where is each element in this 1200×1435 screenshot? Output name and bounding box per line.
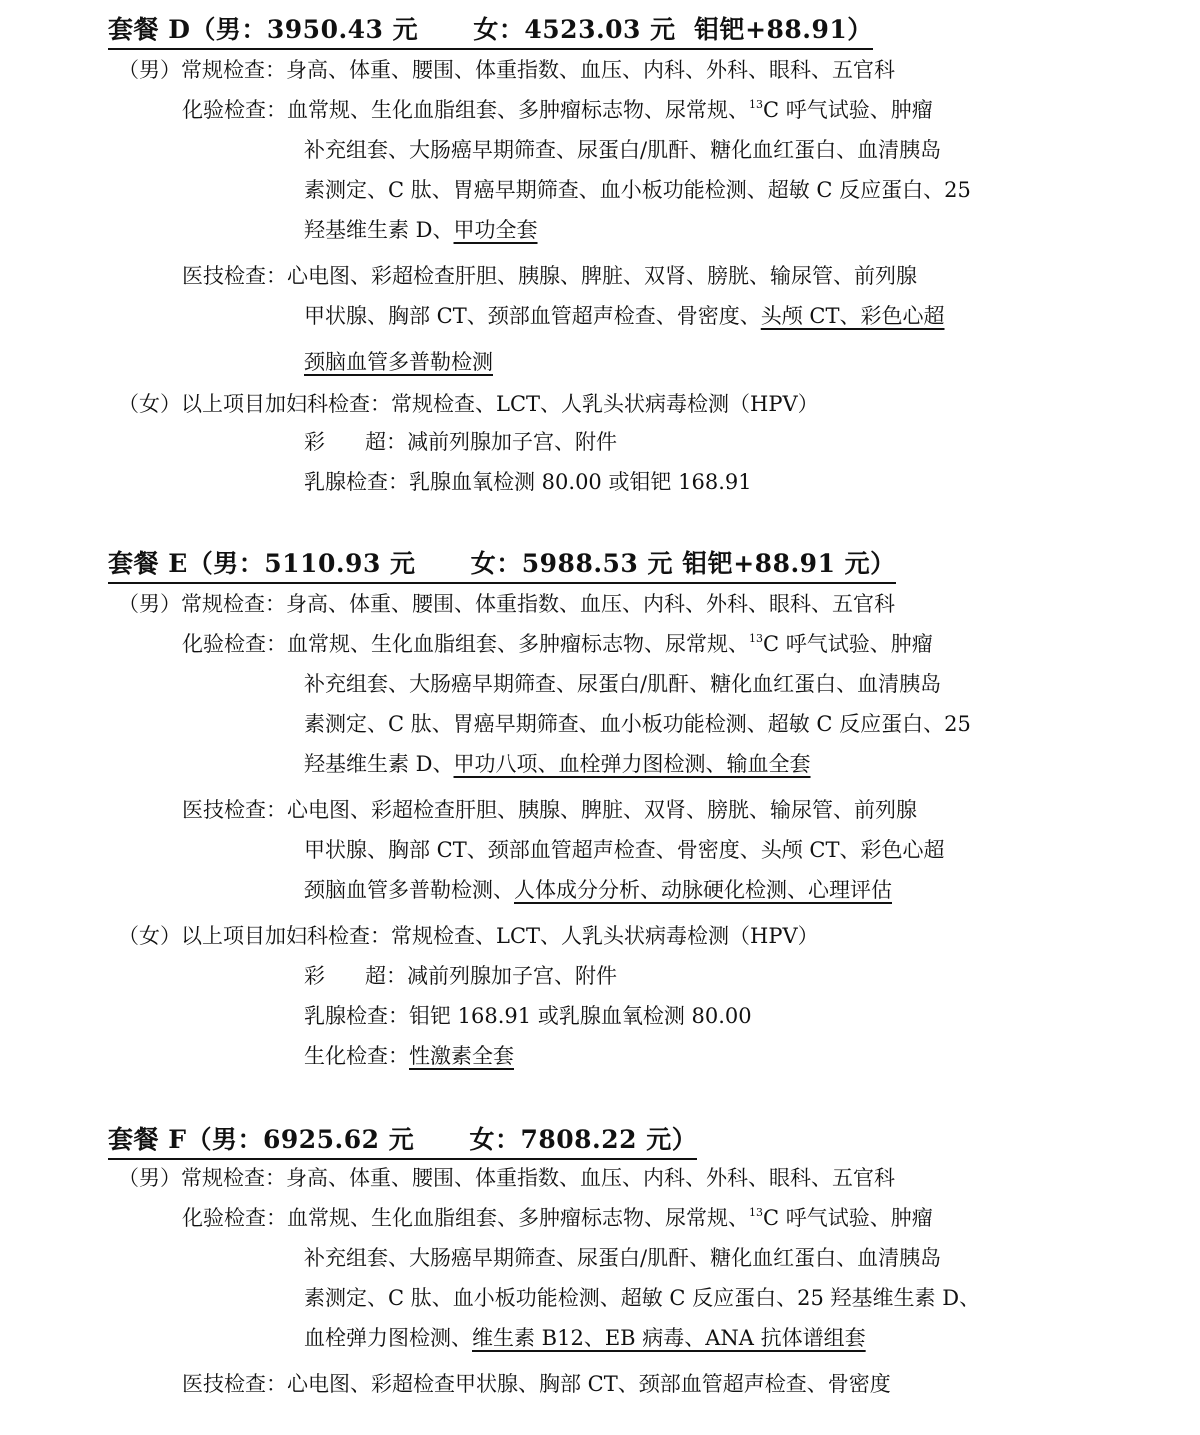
lab-text: 血常规、生化血脂组套、多肿瘤标志物、尿常规、 — [287, 98, 749, 122]
routine-text: 身高、体重、腰围、体重指数、血压、内科、外科、眼科、五官科 — [286, 592, 895, 616]
color-label: 彩 超： — [304, 964, 408, 988]
package-f-lab-3: 素测定、C 肽、血小板功能检测、超敏 C 反应蛋白、25 羟基维生素 D、 — [304, 1286, 981, 1310]
med-label: 医技检查： — [182, 798, 287, 822]
package-f-routine — [118, 1164, 895, 1192]
package-f-lab-4 — [304, 1324, 866, 1352]
lab-text: 血常规、生化血脂组套、多肿瘤标志物、尿常规、 — [287, 1206, 749, 1230]
package-e-title: 套餐 E（男：5110.93 元 女：5988.53 元 钼钯+88.91 元） — [108, 544, 896, 584]
added-item: 头颅 CT、彩色心超 — [760, 304, 945, 328]
package-e-med-1 — [182, 796, 917, 824]
package-f-lab-1 — [182, 1204, 933, 1232]
package-d-med-2 — [304, 302, 945, 330]
package-e-color-doppler — [304, 962, 617, 990]
package-e-female-extra — [118, 922, 819, 950]
breast-text: 乳腺血氧检测 80.00 或钼钯 168.91 — [409, 470, 752, 494]
lab-text: 羟基维生素 D、 — [304, 752, 454, 776]
package-f-lab-2: 补充组套、大肠癌早期筛查、尿蛋白/肌酐、糖化血红蛋白、血清胰岛 — [304, 1246, 942, 1270]
package-f-med-1 — [182, 1370, 891, 1398]
package-e-breast — [304, 1002, 752, 1030]
added-item: 维生素 B12、EB 病毒、ANA 抗体谱组套 — [472, 1326, 866, 1350]
lab-text: C 呼气试验、肿瘤 — [763, 1206, 933, 1230]
package-d-title: 套餐 D（男：3950.43 元 女：4523.03 元 钼钯+88.91） — [108, 10, 873, 50]
med-text: 颈脑血管多普勒检测、 — [304, 878, 514, 902]
med-label: 医技检查： — [182, 264, 287, 288]
package-d-med-3 — [304, 348, 493, 376]
breast-label: 乳腺检查： — [304, 1004, 409, 1028]
added-item: 甲功八项、血栓弹力图检测、输血全套 — [453, 752, 811, 776]
package-d-med-1 — [182, 262, 917, 290]
med-text: 甲状腺、胸部 CT、颈部血管超声检查、骨密度、 — [304, 304, 761, 328]
superscript: 13 — [749, 98, 763, 111]
added-item: 人体成分分析、动脉硬化检测、心理评估 — [514, 878, 892, 902]
lab-label: 化验检查： — [182, 1206, 287, 1230]
female-extra-text: 以上项目加妇科检查：常规检查、LCT、人乳头状病毒检测（HPV） — [181, 392, 819, 416]
superscript: 13 — [749, 632, 763, 645]
package-e-lab-4 — [304, 750, 811, 778]
routine-text: 身高、体重、腰围、体重指数、血压、内科、外科、眼科、五官科 — [286, 58, 895, 82]
male-tag: （男） — [118, 58, 181, 82]
male-tag: （男） — [118, 1166, 181, 1190]
package-d-lab-3: 素测定、C 肽、胃癌早期筛查、血小板功能检测、超敏 C 反应蛋白、25 — [304, 178, 971, 202]
med-text: 心电图、彩超检查甲状腺、胸部 CT、颈部血管超声检查、骨密度 — [287, 1372, 891, 1396]
routine-label: 常规检查： — [181, 592, 286, 616]
superscript: 13 — [749, 1206, 763, 1219]
package-e-lab-1 — [182, 630, 933, 658]
lab-text: 羟基维生素 D、 — [304, 218, 454, 242]
package-e-lab-3: 素测定、C 肽、胃癌早期筛查、血小板功能检测、超敏 C 反应蛋白、25 — [304, 712, 971, 736]
lab-text: 血常规、生化血脂组套、多肿瘤标志物、尿常规、 — [287, 632, 749, 656]
color-label: 彩 超： — [304, 430, 408, 454]
package-d-lab-1 — [182, 96, 933, 124]
package-d-routine — [118, 56, 895, 84]
bio-label: 生化检查： — [304, 1044, 409, 1068]
package-e-med-3 — [304, 876, 892, 904]
package-d-color-doppler — [304, 428, 617, 456]
med-label: 医技检查： — [182, 1372, 287, 1396]
package-d-female-extra — [118, 390, 819, 418]
male-tag: （男） — [118, 592, 181, 616]
package-d-lab-2: 补充组套、大肠癌早期筛查、尿蛋白/肌酐、糖化血红蛋白、血清胰岛 — [304, 138, 942, 162]
lab-text: C 呼气试验、肿瘤 — [763, 632, 933, 656]
added-item: 颈脑血管多普勒检测 — [304, 350, 493, 374]
added-item: 性激素全套 — [409, 1044, 514, 1068]
routine-label: 常规检查： — [181, 1166, 286, 1190]
routine-label: 常规检查： — [181, 58, 286, 82]
color-text: 减前列腺加子宫、附件 — [407, 964, 618, 988]
med-text: 心电图、彩超检查肝胆、胰腺、脾脏、双肾、膀胱、输尿管、前列腺 — [287, 264, 917, 288]
package-d-breast — [304, 468, 752, 496]
package-e-routine — [118, 590, 895, 618]
breast-text: 钼钯 168.91 或乳腺血氧检测 80.00 — [409, 1004, 752, 1028]
lab-label: 化验检查： — [182, 98, 287, 122]
female-extra-text: 以上项目加妇科检查：常规检查、LCT、人乳头状病毒检测（HPV） — [181, 924, 819, 948]
routine-text: 身高、体重、腰围、体重指数、血压、内科、外科、眼科、五官科 — [286, 1166, 895, 1190]
package-f-title: 套餐 F（男：6925.62 元 女：7808.22 元） — [108, 1120, 697, 1160]
med-text: 心电图、彩超检查肝胆、胰腺、脾脏、双肾、膀胱、输尿管、前列腺 — [287, 798, 917, 822]
added-item: 甲功全套 — [453, 218, 538, 242]
package-e-lab-2: 补充组套、大肠癌早期筛查、尿蛋白/肌酐、糖化血红蛋白、血清胰岛 — [304, 672, 942, 696]
package-e-biochem — [304, 1042, 514, 1070]
lab-text: C 呼气试验、肿瘤 — [763, 98, 933, 122]
lab-text: 血栓弹力图检测、 — [304, 1326, 472, 1350]
color-text: 减前列腺加子宫、附件 — [407, 430, 618, 454]
lab-label: 化验检查： — [182, 632, 287, 656]
package-d-lab-4 — [304, 216, 538, 244]
package-e-med-2: 甲状腺、胸部 CT、颈部血管超声检查、骨密度、头颅 CT、彩色心超 — [304, 838, 945, 862]
female-tag: （女） — [118, 392, 181, 416]
female-tag: （女） — [118, 924, 181, 948]
breast-label: 乳腺检查： — [304, 470, 409, 494]
